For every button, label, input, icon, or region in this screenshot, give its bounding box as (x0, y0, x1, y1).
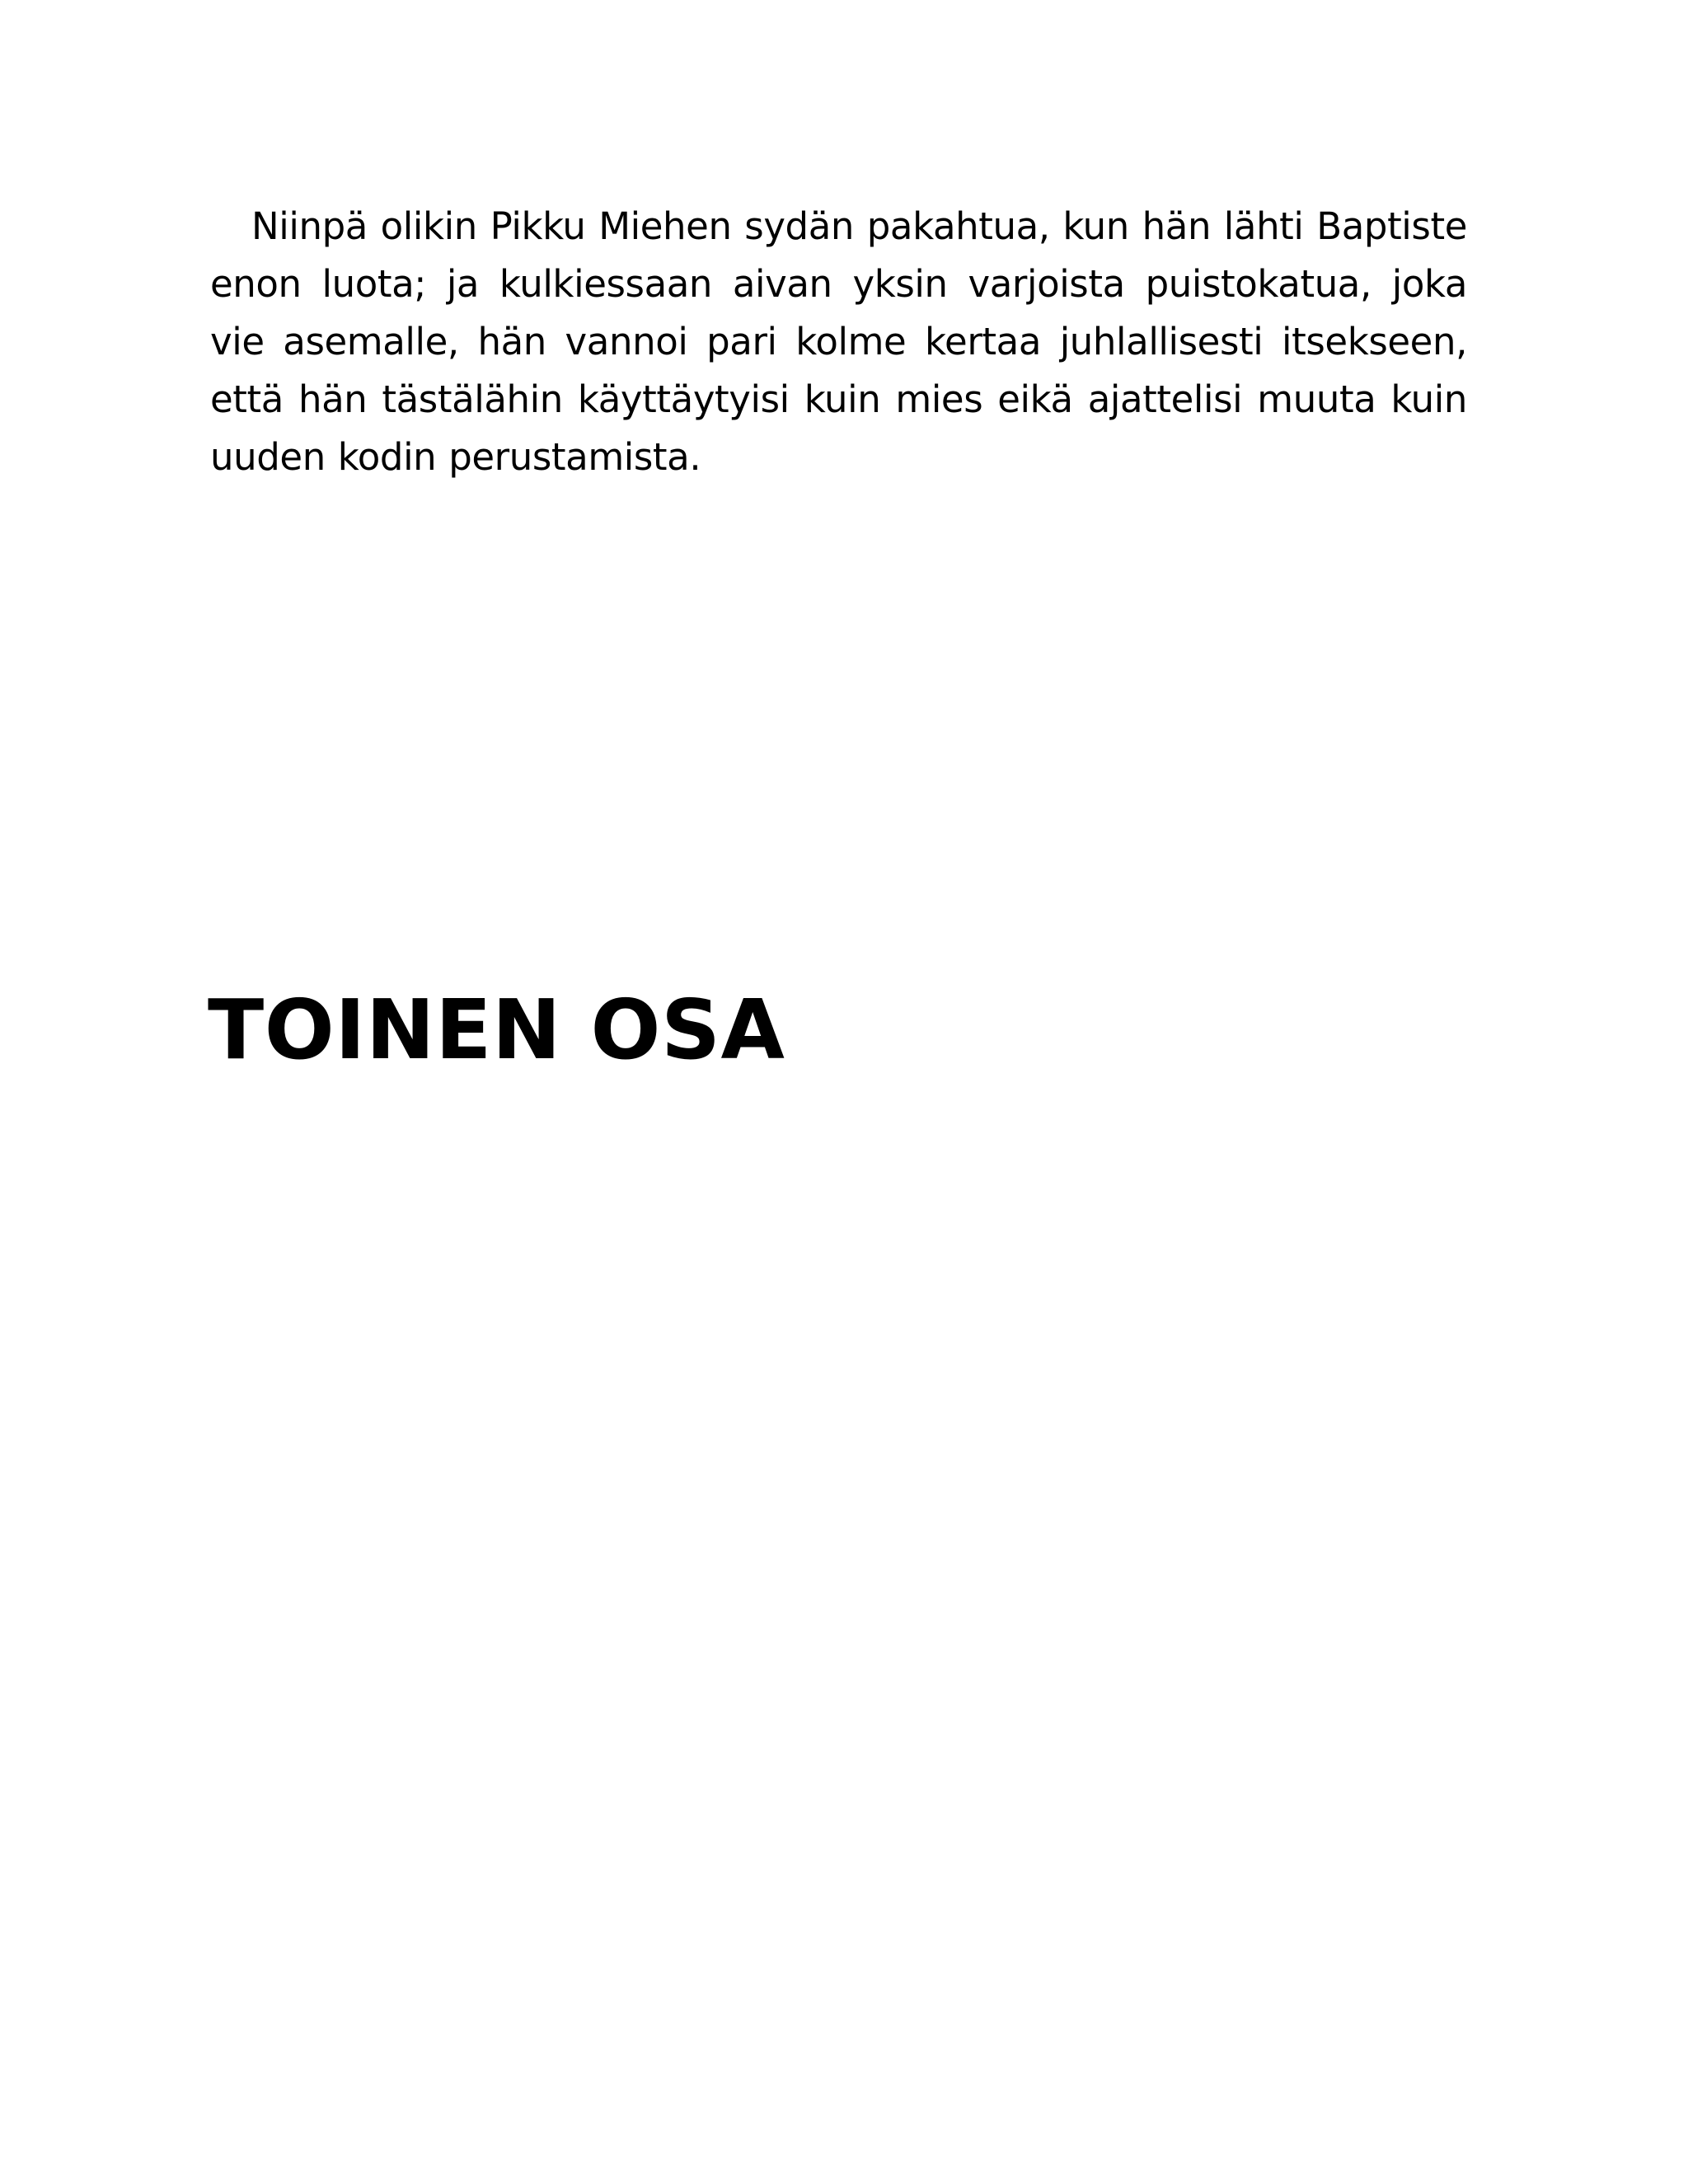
section-title: TOINEN OSA (208, 982, 785, 1078)
body-paragraph: Niinpä olikin Pikku Miehen sydän pakahtua, kun hän lähti Baptiste enon luota; ja kulkiessaan aivan yksin varjoista puistokatua, joka vie asemalle, hän vannoi pari kolme kertaa juhlallisesti itsekseen, että hän tästälähin käyttäytyisi kuin mies eikä ajattelisi muuta kuin uuden kodin perustamista. (210, 204, 1467, 479)
